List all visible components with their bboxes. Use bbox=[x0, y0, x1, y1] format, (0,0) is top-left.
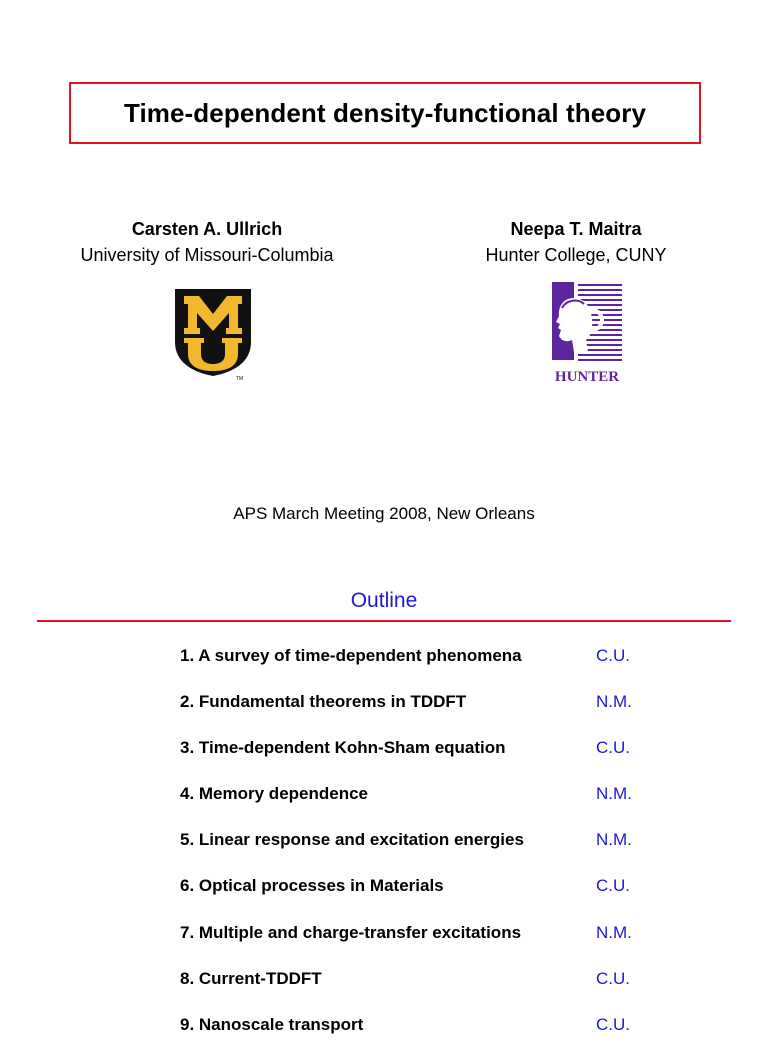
outline-presenter: C.U. bbox=[596, 968, 630, 988]
outline-presenter: C.U. bbox=[596, 876, 630, 896]
page-title: Time-dependent density-functional theory bbox=[123, 97, 647, 128]
outline-topic: 4. Memory dependence bbox=[180, 784, 369, 804]
outline-item bbox=[180, 738, 680, 784]
author-maitra bbox=[406, 216, 746, 268]
outline-item bbox=[180, 1015, 680, 1061]
outline-item bbox=[180, 784, 680, 830]
author-affiliation: Hunter College, CUNY bbox=[485, 245, 667, 265]
outline-item bbox=[180, 830, 680, 876]
outline-topic: 8. Current-TDDFT bbox=[180, 968, 322, 988]
outline-presenter: N.M. bbox=[596, 784, 632, 804]
outline-item bbox=[180, 876, 680, 922]
outline-item bbox=[180, 923, 680, 969]
outline-list bbox=[180, 646, 680, 1061]
outline-divider bbox=[37, 620, 731, 622]
outline-topic: 1. A survey of time-dependent phenomena bbox=[180, 646, 522, 665]
outline-topic: 9. Nanoscale transport bbox=[180, 1014, 364, 1034]
outline-presenter: N.M. bbox=[596, 922, 632, 942]
outline-item bbox=[180, 692, 680, 738]
outline-presenter: C.U. bbox=[596, 738, 630, 758]
title-box bbox=[69, 82, 701, 144]
meeting-info: APS March Meeting 2008, New Orleans bbox=[233, 504, 535, 523]
outline-item bbox=[180, 969, 680, 1015]
outline-presenter: C.U. bbox=[596, 646, 630, 665]
author-name: Carsten A. Ullrich bbox=[131, 219, 283, 239]
outline-heading: Outline bbox=[350, 589, 418, 612]
outline-presenter: C.U. bbox=[596, 1014, 630, 1034]
author-name: Neepa T. Maitra bbox=[510, 219, 642, 239]
outline-topic: 7. Multiple and charge-transfer excitations bbox=[180, 922, 522, 942]
mu-trademark: TM bbox=[236, 376, 244, 382]
outline-topic: 5. Linear response and excitation energies bbox=[180, 830, 524, 850]
outline-item bbox=[180, 646, 680, 692]
mu-logo bbox=[172, 286, 254, 382]
author-affiliation: University of Missouri-Columbia bbox=[80, 245, 334, 265]
outline-presenter: N.M. bbox=[596, 830, 632, 850]
hunter-wordmark: HUNTER bbox=[554, 369, 620, 382]
hunter-logo bbox=[548, 280, 626, 382]
outline-topic: 2. Fundamental theorems in TDDFT bbox=[180, 692, 467, 712]
outline-presenter: N.M. bbox=[596, 692, 632, 712]
outline-topic: 6. Optical processes in Materials bbox=[180, 876, 444, 896]
outline-topic: 3. Time-dependent Kohn-Sham equation bbox=[180, 738, 506, 758]
author-ullrich bbox=[37, 216, 377, 268]
